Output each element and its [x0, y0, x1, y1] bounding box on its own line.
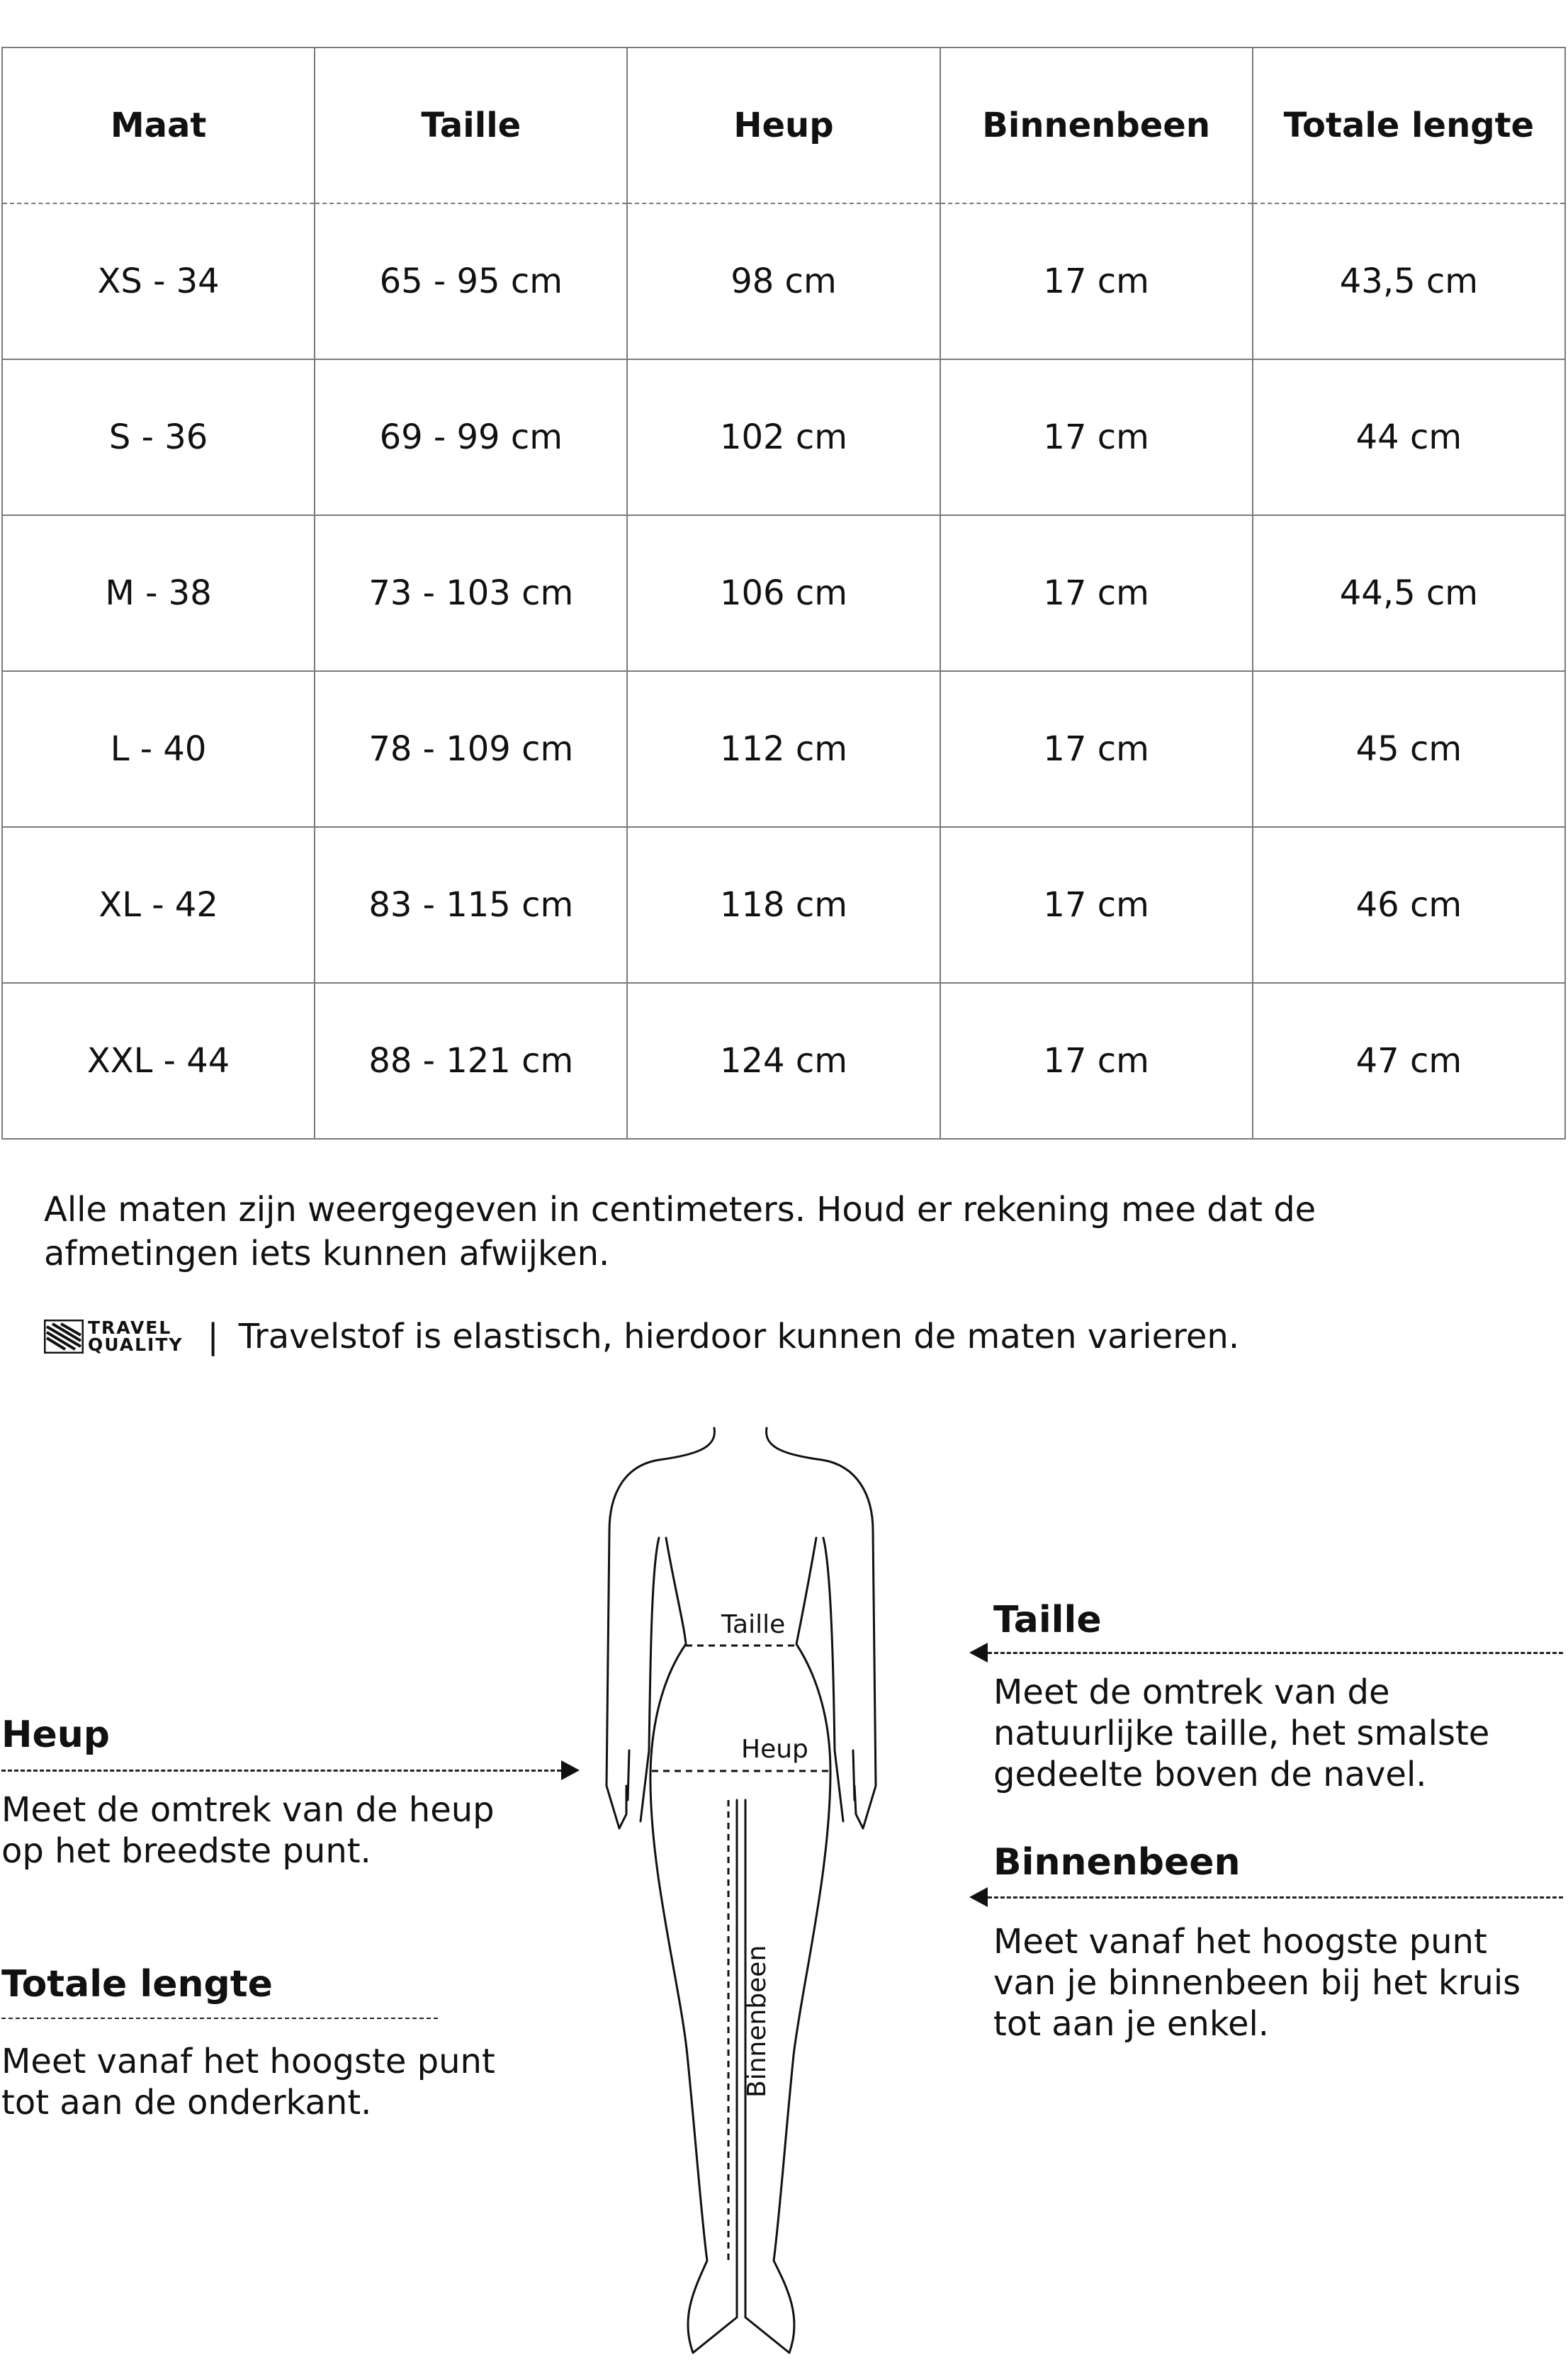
column-header-maat: Maat [2, 47, 315, 203]
measurement-note-line1: Alle maten zijn weergegeven in centimeters. Houd er rekening mee dat de [44, 1190, 1316, 1230]
figure-label-taille: Taille [721, 1610, 786, 1639]
column-header-totale-lengte: Totale lengte [1253, 47, 1565, 203]
cell-taille: 78 - 109 cm [315, 671, 627, 827]
arrow-right-icon [561, 1760, 580, 1780]
cell-heup: 98 cm [627, 203, 940, 359]
travel-quality-logo [44, 1317, 184, 1355]
cell-totale-lengte: 44,5 cm [1253, 515, 1565, 671]
cell-binnenbeen: 17 cm [940, 203, 1253, 359]
cell-taille: 73 - 103 cm [315, 515, 627, 671]
cell-heup: 102 cm [627, 359, 940, 515]
table-header-row [2, 47, 1565, 203]
totale-lengte-line [1, 2018, 438, 2019]
travel-quality-icon [44, 1320, 84, 1354]
measurement-note-line2: afmetingen iets kunnen afwijken. [44, 1234, 610, 1273]
cell-totale-lengte: 45 cm [1253, 671, 1565, 827]
taille-description-line1: Meet de omtrek van de [993, 1672, 1390, 1712]
travel-fabric-note: Travelstof is elastisch, hierdoor kunnen de maten varieren. [238, 1317, 1240, 1356]
cell-binnenbeen: 17 cm [940, 671, 1253, 827]
cell-taille: 65 - 95 cm [315, 203, 627, 359]
cell-heup: 112 cm [627, 671, 940, 827]
table-row [2, 671, 1565, 827]
measurement-note [44, 1188, 1532, 1276]
column-header-taille: Taille [315, 47, 627, 203]
cell-binnenbeen: 17 cm [940, 359, 1253, 515]
cell-taille: 69 - 99 cm [315, 359, 627, 515]
table-row [2, 203, 1565, 359]
travel-quality-note [44, 1317, 1239, 1356]
column-header-binnenbeen: Binnenbeen [940, 47, 1253, 203]
cell-maat: XS - 34 [2, 203, 315, 359]
cell-maat: L - 40 [2, 671, 315, 827]
table-row [2, 983, 1565, 1139]
arrow-left-icon [969, 1887, 988, 1907]
column-header-heup: Heup [627, 47, 940, 203]
cell-totale-lengte: 43,5 cm [1253, 203, 1565, 359]
cell-maat: XL - 42 [2, 827, 315, 983]
cell-heup: 124 cm [627, 983, 940, 1139]
separator: | [207, 1317, 219, 1356]
cell-heup: 118 cm [627, 827, 940, 983]
totale-lengte-description-line2: tot aan de onderkant. [1, 2083, 372, 2122]
binnenbeen-description [993, 1921, 1521, 2045]
body-outline-figure [595, 1417, 893, 2360]
cell-binnenbeen: 17 cm [940, 515, 1253, 671]
cell-totale-lengte: 44 cm [1253, 359, 1565, 515]
taille-description-line2: natuurlijke taille, het smalste [993, 1714, 1490, 1753]
figure-label-heup: Heup [741, 1735, 808, 1764]
taille-description-line3: gedeelte boven de navel. [993, 1755, 1427, 1794]
arrow-left-icon [969, 1643, 988, 1663]
taille-description [993, 1672, 1489, 1795]
size-table [1, 47, 1566, 1140]
heup-pointer-line [1, 1770, 561, 1772]
binnenbeen-description-line1: Meet vanaf het hoogste punt [993, 1922, 1487, 1962]
table-row [2, 515, 1565, 671]
heup-title: Heup [1, 1714, 111, 1756]
heup-description-line1: Meet de omtrek van de heup [1, 1790, 495, 1830]
cell-totale-lengte: 47 cm [1253, 983, 1565, 1139]
cell-maat: S - 36 [2, 359, 315, 515]
cell-taille: 83 - 115 cm [315, 827, 627, 983]
figure-label-binnenbeen: Binnenbeen [743, 1945, 772, 2098]
totale-lengte-description-line1: Meet vanaf het hoogste punt [1, 2042, 495, 2081]
binnenbeen-title: Binnenbeen [993, 1841, 1241, 1884]
binnenbeen-description-line3: tot aan je enkel. [993, 2004, 1270, 2044]
binnenbeen-pointer-line [988, 1896, 1563, 1899]
heup-description-line2: op het breedste punt. [1, 1831, 371, 1871]
table-row [2, 827, 1565, 983]
taille-pointer-line [988, 1652, 1563, 1654]
taille-title: Taille [993, 1599, 1102, 1641]
travel-logo-line2: QUALITY [88, 1334, 184, 1355]
cell-totale-lengte: 46 cm [1253, 827, 1565, 983]
cell-binnenbeen: 17 cm [940, 983, 1253, 1139]
travel-logo-line1: TRAVEL [88, 1317, 172, 1338]
cell-heup: 106 cm [627, 515, 940, 671]
cell-maat: XXL - 44 [2, 983, 315, 1139]
cell-maat: M - 38 [2, 515, 315, 671]
cell-binnenbeen: 17 cm [940, 827, 1253, 983]
heup-description [1, 1789, 495, 1872]
totale-lengte-title: Totale lengte [1, 1963, 273, 2006]
cell-taille: 88 - 121 cm [315, 983, 627, 1139]
body-outline [607, 1428, 876, 2353]
table-row [2, 359, 1565, 515]
totale-lengte-description [1, 2041, 495, 2123]
binnenbeen-description-line2: van je binnenbeen bij het kruis [993, 1963, 1521, 2003]
